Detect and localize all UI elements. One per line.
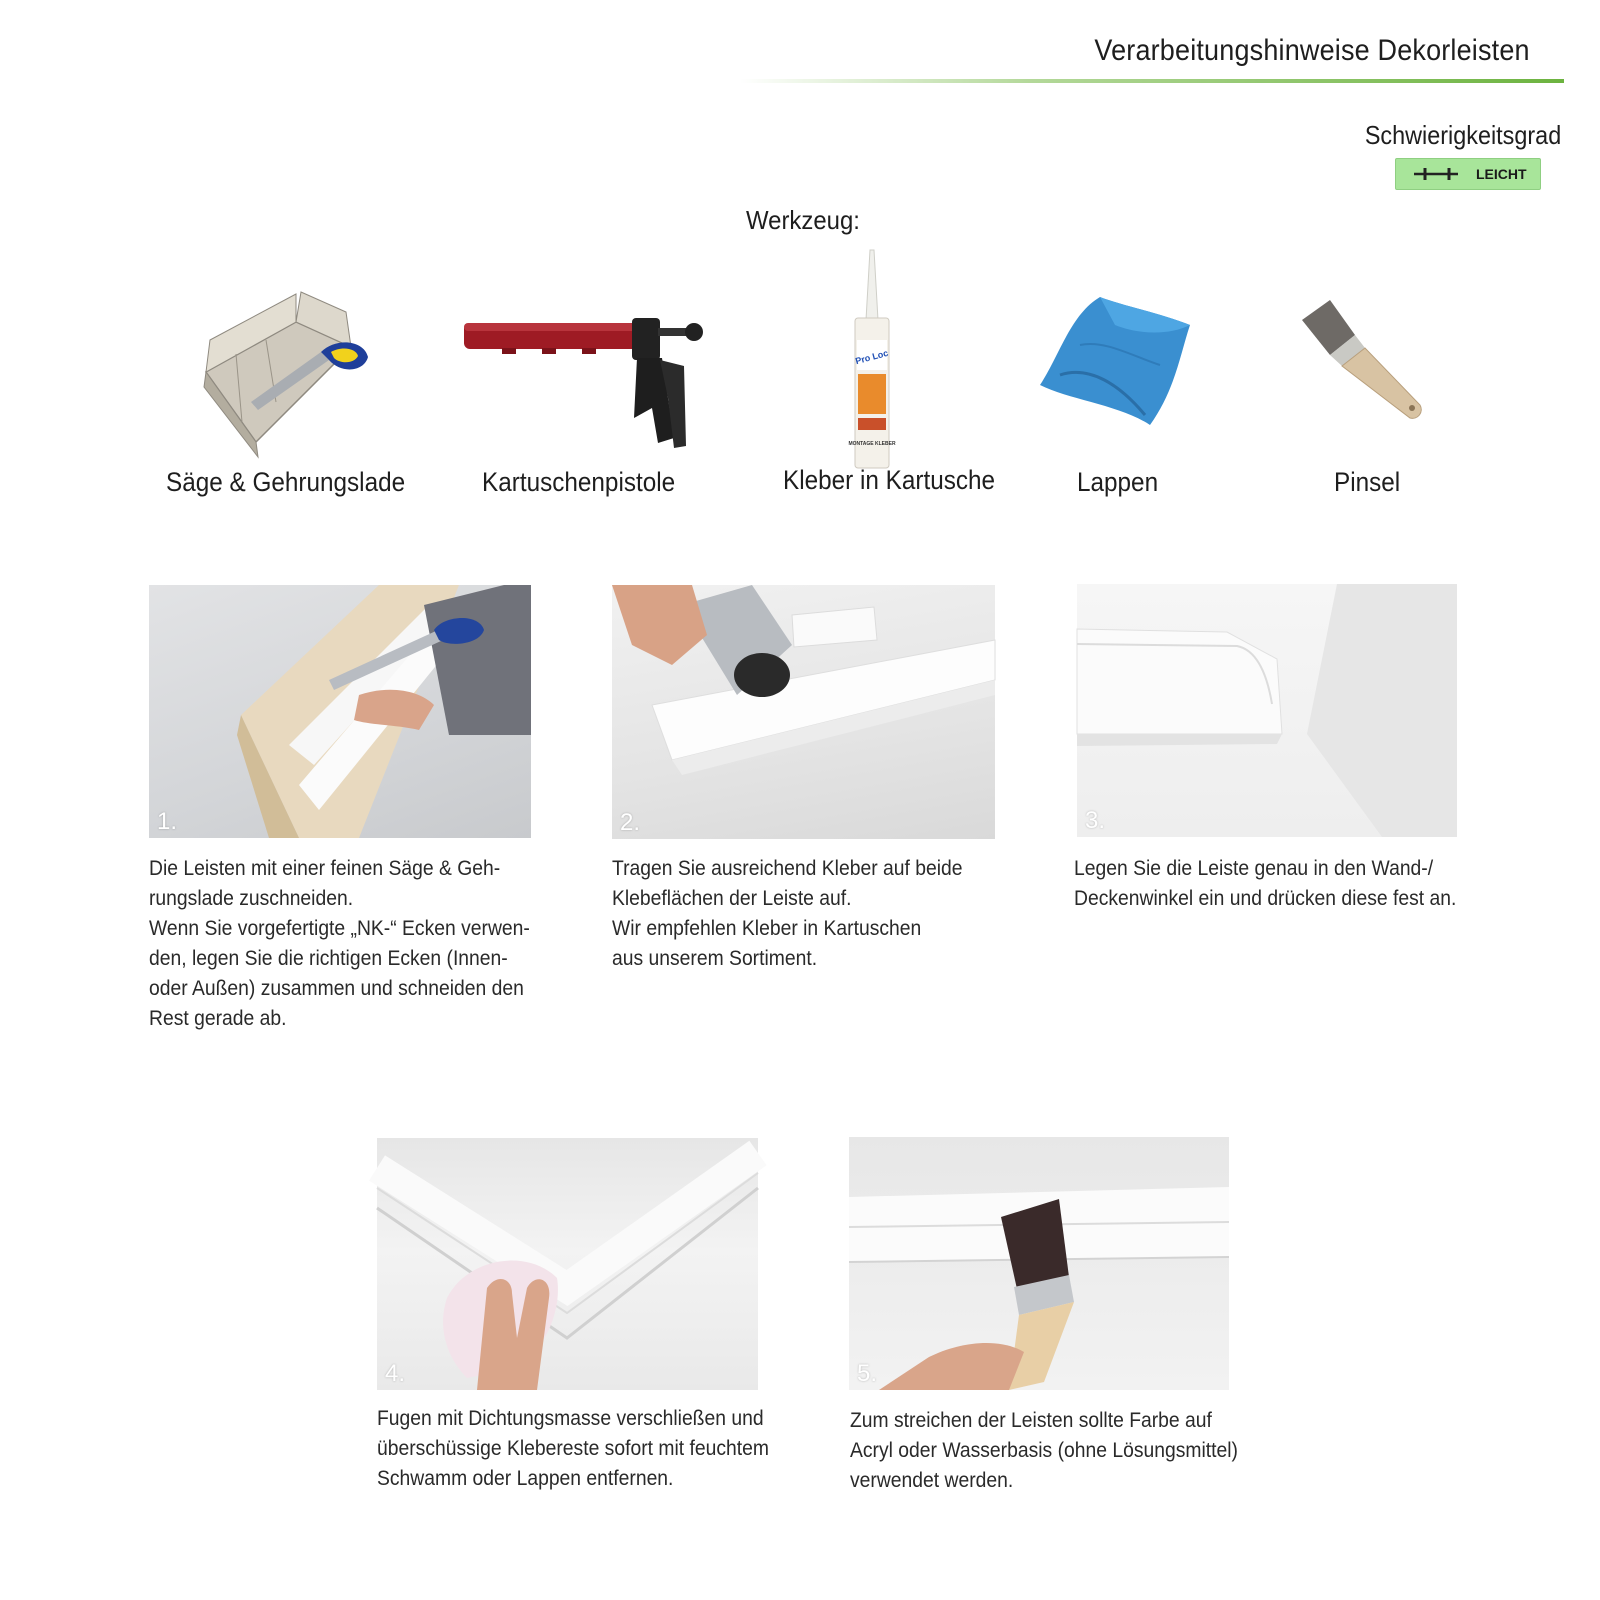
step-1-line: rungslade zuschneiden.: [149, 887, 354, 910]
step-1-number: 1.: [157, 808, 178, 835]
step-2-number: 2.: [620, 809, 641, 836]
title-underline: [740, 79, 1564, 83]
step-3-line: Deckenwinkel ein und drücken diese fest an.: [1074, 887, 1457, 910]
step-3-line: Legen Sie die Leiste genau in den Wand-/: [1074, 857, 1434, 880]
difficulty-label: Schwierigkeitsgrad: [1364, 120, 1561, 150]
step-1-text: [149, 854, 530, 1034]
tool-label-gun: Kartuschenpistole: [482, 467, 676, 497]
step-1-line: Die Leisten mit einer feinen Säge & Geh-: [149, 857, 501, 880]
step-1-photo: [149, 585, 531, 838]
step-3-photo: [1077, 584, 1457, 837]
step-5-number: 5.: [857, 1360, 878, 1387]
step-4-line: überschüssige Klebereste sofort mit feuchtem: [377, 1437, 769, 1460]
page-title: Verarbeitungshinweise Dekorleisten: [1094, 34, 1530, 67]
step-2-line: Tragen Sie ausreichend Kleber auf beide: [612, 857, 963, 880]
difficulty-level: LEICHT: [1476, 166, 1527, 182]
step-4-photo: [377, 1138, 758, 1390]
caulking-gun-icon: [462, 318, 712, 453]
step-4-text: [377, 1404, 769, 1494]
step-4-illustration: [377, 1138, 758, 1390]
step-3-text: [1074, 854, 1456, 914]
step-1-line: den, legen Sie die richtigen Ecken (Innen-: [149, 947, 508, 970]
cartridge-brand-text: Pro Loc: [854, 347, 890, 367]
cartridge-product-text: MONTAGE KLEBER: [848, 441, 896, 447]
step-5-line: Acryl oder Wasserbasis (ohne Lösungsmittel): [850, 1439, 1238, 1462]
step-4-line: Schwamm oder Lappen entfernen.: [377, 1467, 674, 1490]
step-1-line: Wenn Sie vorgefertigte „NK-“ Ecken verwen-: [149, 917, 530, 940]
step-2-line: Klebeflächen der Leiste auf.: [612, 887, 852, 910]
step-4-line: Fugen mit Dichtungsmasse verschließen und: [377, 1407, 764, 1430]
step-5-line: verwendet werden.: [850, 1469, 1014, 1492]
tool-label-saw: Säge & Gehrungslade: [166, 467, 406, 497]
step-1-line: Rest gerade ab.: [149, 1007, 287, 1030]
tool-label-brush: Pinsel: [1334, 467, 1401, 497]
adhesive-cartridge-icon: [848, 250, 896, 470]
step-3-number: 3.: [1085, 807, 1106, 834]
step-5-line: Zum streichen der Leisten sollte Farbe auf: [850, 1409, 1212, 1432]
tool-label-cloth: Lappen: [1077, 467, 1159, 497]
step-3-illustration: [1077, 584, 1457, 837]
paintbrush-icon: [1300, 300, 1430, 430]
difficulty-badge: [1395, 158, 1541, 190]
step-4-number: 4.: [385, 1360, 406, 1387]
cloth-icon: [1030, 295, 1190, 435]
tools-heading: Werkzeug:: [746, 205, 860, 235]
step-2-line: aus unserem Sortiment.: [612, 947, 818, 970]
step-1-line: oder Außen) zusammen und schneiden den: [149, 977, 524, 1000]
tool-label-glue: Kleber in Kartusche: [783, 465, 996, 495]
step-2-line: Wir empfehlen Kleber in Kartuschen: [612, 917, 922, 940]
step-5-photo: [849, 1137, 1229, 1390]
miter-box-saw-icon: [196, 292, 376, 462]
difficulty-scale-icon: [1412, 167, 1460, 181]
step-5-illustration: [849, 1137, 1229, 1390]
step-2-photo: [612, 585, 995, 839]
step-1-illustration: [149, 585, 531, 838]
step-5-text: [850, 1406, 1238, 1496]
step-2-illustration: [612, 585, 995, 839]
step-2-text: [612, 854, 963, 974]
